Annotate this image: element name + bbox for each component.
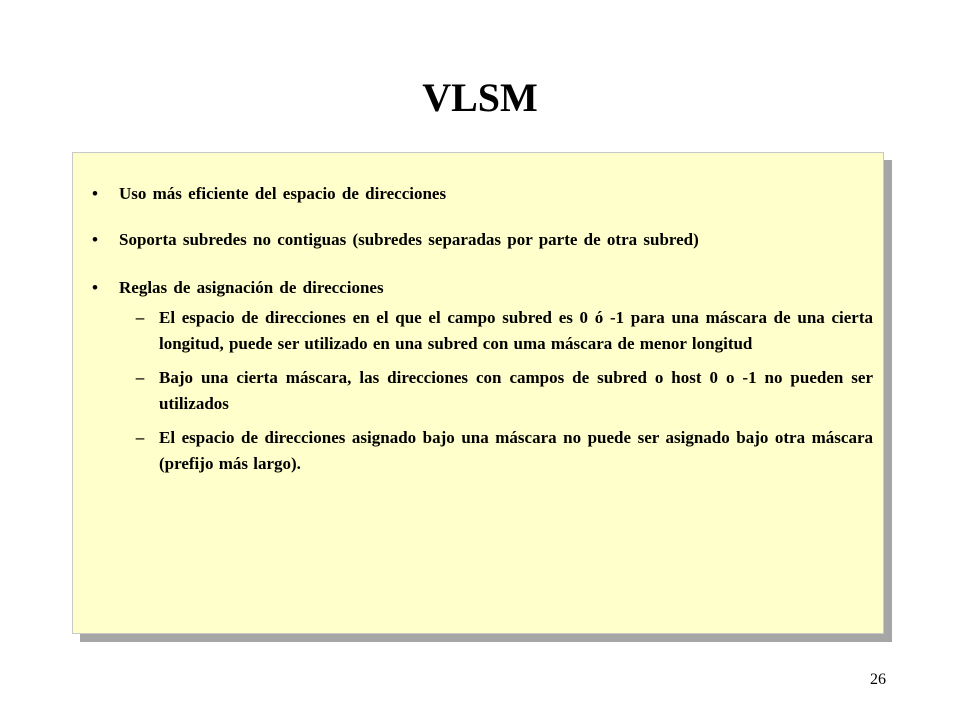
bullet-marker: • (92, 278, 98, 297)
dash-marker: – (135, 428, 145, 447)
sub-bullet-item (73, 305, 883, 357)
bullet-list (73, 181, 883, 477)
bullet-item (73, 275, 883, 301)
bullet-text: Uso más eficiente del espacio de direcciones (119, 184, 447, 203)
sub-bullet-item (73, 365, 883, 417)
sub-bullet-text: El espacio de direcciones asignado bajo una máscara no puede ser asignado bajo otra máscara (prefijo más largo). (159, 428, 873, 473)
sub-bullet-text: Bajo una cierta máscara, las direcciones con campos de subred o host 0 o -1 no pueden ser utilizados (159, 368, 873, 413)
bullet-text: Soporta subredes no contiguas (subredes separadas por parte de otra subred) (119, 230, 699, 249)
bullet-marker: • (92, 184, 98, 203)
bullet-marker: • (92, 230, 98, 249)
dash-marker: – (135, 368, 145, 387)
bullet-text: Reglas de asignación de direcciones (119, 278, 384, 297)
dash-marker: – (135, 308, 145, 327)
bullet-item (73, 227, 883, 253)
slide-title: VLSM (422, 75, 538, 120)
bullet-item (73, 181, 883, 207)
sub-bullet-text: El espacio de direcciones en el que el campo subred es 0 ó -1 para una máscara de una cierta longitud, puede ser utilizado en una subred con uma máscara de menor longitud (159, 308, 873, 353)
page-number: 26 (870, 671, 886, 688)
content-box (72, 152, 884, 634)
sub-bullet-item (73, 425, 883, 477)
